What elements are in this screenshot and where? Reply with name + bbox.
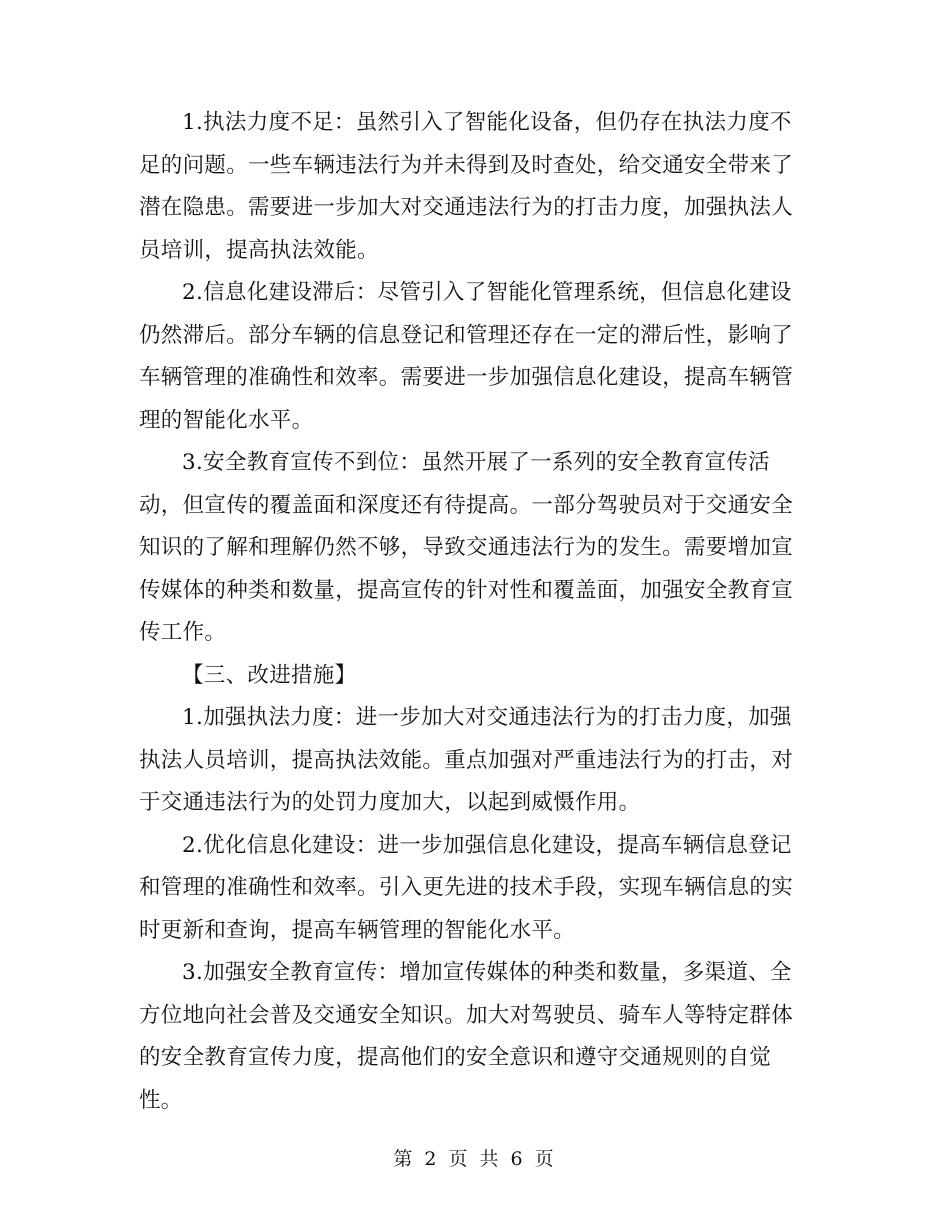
problem-paragraph-1: 1.执法力度不足：虽然引入了智能化设备，但仍存在执法力度不足的问题。一些车辆违法行为并未得到及时查处，给交通安全带来了潜在隐患。需要进一步加大对交通违法行为的打击力度，加强执法人员培训，提高执法效能。 — [139, 110, 794, 263]
section-heading: 【三、改进措施】 — [182, 662, 357, 688]
measure-paragraph-2: 2.优化信息化建设：进一步加强信息化建设，提高车辆信息登记和管理的准确性和效率。引入更先进的技术手段，实现车辆信息的实时更新和查询，提高车辆管理的智能化水平。 — [139, 832, 794, 943]
measure-paragraph-3: 3.加强安全教育宣传：增加宣传媒体的种类和数量，多渠道、全方位地向社会普及交通安全知识。加大对驾驶员、骑车人等特定群体的安全教育宣传力度，提高他们的安全意识和遵守交通规则的自觉性。 — [139, 960, 794, 1113]
measure-paragraph-1: 1.加强执法力度：进一步加大对交通违法行为的打击力度，加强执法人员培训，提高执法效能。重点加强对严重违法行为的打击，对于交通违法行为的处罚力度加大，以起到威慑作用。 — [139, 705, 794, 815]
problem-paragraph-3: 3.安全教育宣传不到位：虽然开展了一系列的安全教育宣传活动，但宣传的覆盖面和深度还有待提高。一部分驾驶员对于交通安全知识的了解和理解仍然不够，导致交通违法行为的发生。需要增加宣传媒体的种类和数量，提高宣传的针对性和覆盖面，加强安全教育宣传工作。 — [139, 450, 794, 645]
document-body — [139, 102, 811, 1122]
problem-paragraph-2: 2.信息化建设滞后：尽管引入了智能化管理系统，但信息化建设仍然滞后。部分车辆的信息登记和管理还存在一定的滞后性，影响了车辆管理的准确性和效率。需要进一步加强信息化建设，提高车辆管理的智能化水平。 — [139, 280, 794, 433]
page-number-footer: 第 2 页 共 6 页 — [393, 1148, 557, 1170]
